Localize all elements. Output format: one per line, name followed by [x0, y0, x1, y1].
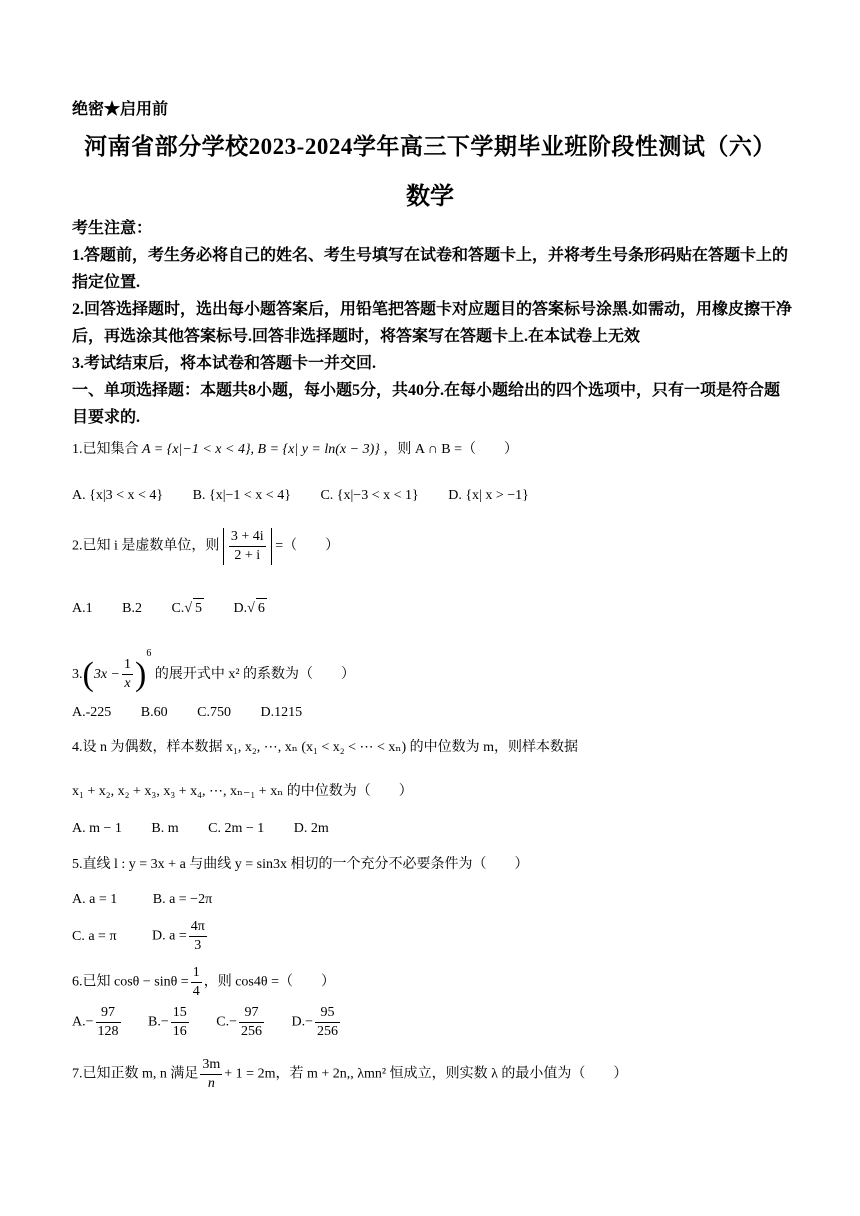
q5-option-d-label: D. a = [152, 928, 187, 944]
q5-option-d-denominator: 3 [194, 938, 202, 953]
q2-stem-suffix: =（ ） [275, 538, 340, 554]
q5-option-c: C. a = π [72, 928, 117, 944]
q6-option-a-label: A.− [72, 1014, 94, 1030]
q1-sets: A = {x|−1 < x < 4}, B = {x| y = ln(x − 3)} [142, 442, 380, 457]
q3-left-paren: ( [82, 655, 94, 693]
q6-option-b-fraction [171, 1004, 189, 1041]
q6-stem-prefix: 6.已知 cosθ − sinθ = [72, 974, 189, 990]
question-6 [72, 964, 802, 1001]
q6-option-c [216, 1004, 266, 1041]
q6-option-a-fraction [96, 1004, 121, 1041]
q6-option-a-numerator: 97 [96, 1004, 121, 1023]
q6-denominator: 4 [192, 984, 200, 999]
notice-item-3: 3.考试结束后，将本试卷和答题卡一并交回. [72, 355, 377, 372]
q3-option-a: A.-225 [72, 705, 112, 720]
notice-item-1: 1.答题前，考生务必将自己的姓名、考生号填写在试卷和答题卡上，并将考生号条形码贴在答题卡上的指定位置. [72, 247, 789, 291]
q6-option-c-numerator: 97 [239, 1004, 264, 1023]
q6-option-a [72, 1004, 123, 1041]
q6-option-d-fraction [315, 1004, 340, 1041]
q3-numerator: 1 [122, 656, 133, 675]
q6-option-b-denominator: 16 [172, 1024, 187, 1039]
secret-label: 绝密★启用前 [72, 101, 169, 118]
q3-denominator: x [124, 676, 131, 692]
q6-option-b-numerator: 15 [171, 1004, 189, 1023]
notice-item-2: 2.回答选择题时，选出每小题答案后，用铅笔把答题卡对应题目的答案标号涂黑.如需动，用橡皮擦干净后，再选涂其他答案标号.回答非选择题时，将答案写在答题卡上.在本试卷上无效 [72, 301, 793, 345]
q6-option-d [291, 1004, 342, 1041]
q7-fraction [200, 1056, 222, 1093]
notice-heading: 考生注意： [72, 220, 153, 237]
q2-options [72, 598, 802, 619]
q5-options-row-2 [72, 918, 802, 955]
q2-option-d: D.√ 6 [234, 598, 267, 619]
exam-title: 河南省部分学校2023-2024学年高三下学期毕业班阶段性测试（六） [84, 134, 776, 159]
q5-option-d [152, 918, 209, 955]
q2-abs [223, 528, 272, 565]
q6-option-c-denominator: 256 [240, 1024, 262, 1039]
q6-option-c-label: C.− [216, 1014, 237, 1030]
q2-option-c-label: C. [171, 601, 185, 616]
q3-option-c: C.750 [197, 705, 231, 720]
q2-option-d-radicand: 6 [256, 598, 267, 619]
q5-option-a: A. a = 1 [72, 892, 118, 907]
question-1 [72, 440, 802, 460]
q6-option-a-denominator: 128 [97, 1024, 119, 1039]
q6-option-c-fraction [239, 1004, 264, 1041]
question-5: 5.直线 l : y = 3x + a 与曲线 y = sin3x 相切的一个充分不必要条件为（ ） [72, 857, 529, 872]
q7-numerator: 3m [200, 1056, 222, 1075]
q6-fraction [191, 964, 202, 1001]
q3-option-d: D.1215 [260, 705, 303, 720]
q1-option-b: B. {x|−1 < x < 4} [192, 488, 291, 503]
q5-options-row-1 [72, 890, 802, 910]
q2-option-b: B.2 [122, 601, 142, 616]
q3-power: 6 [146, 648, 152, 659]
q1-options [72, 486, 802, 506]
q4-option-d: D. 2m [293, 821, 329, 836]
q1-option-a: A. {x|3 < x < 4} [72, 488, 164, 503]
q6-numerator: 1 [191, 964, 202, 983]
q5-option-b: B. a = −2π [152, 892, 213, 907]
q4-option-a: A. m − 1 [72, 821, 122, 836]
subject-title: 数学 [406, 184, 454, 210]
q6-stem-suffix: ，则 cos4θ =（ ） [203, 974, 335, 990]
notice-block [72, 215, 792, 377]
q6-option-b-label: B.− [148, 1014, 169, 1030]
q5-option-d-fraction [189, 918, 207, 955]
q2-denominator: 2 + i [234, 548, 261, 563]
question-4-line-1: 4.设 n 为偶数，样本数据 x₁, x₂, ⋯, xₙ (x₁ < x₂ < ⋯ < xₙ) 的中位数为 m，则样本数据 [72, 740, 579, 755]
q6-option-b [148, 1004, 191, 1041]
q2-option-c: C.√ 5 [171, 598, 204, 619]
q4-option-b: B. m [151, 821, 179, 836]
q1-stem-suffix: ，则 A ∩ B =（ ） [383, 442, 519, 457]
q6-option-d-denominator: 256 [317, 1024, 338, 1039]
q3-inner: 3x − [93, 667, 120, 682]
q3-right-paren: ) [135, 655, 147, 693]
q3-prefix: 3. [72, 667, 83, 682]
q2-option-a: A.1 [72, 601, 93, 616]
question-7 [72, 1056, 802, 1093]
q1-stem-prefix: 1.已知集合 [72, 442, 139, 457]
q1-option-c: C. {x|−3 < x < 1} [320, 488, 419, 503]
q6-option-d-numerator: 95 [315, 1004, 340, 1023]
q7-denominator: n [207, 1076, 215, 1091]
q3-stem-suffix: 的展开式中 x² 的系数为（ ） [154, 667, 356, 682]
q1-option-d: D. {x| x > −1} [448, 488, 529, 503]
question-3 [72, 644, 802, 693]
q2-stem-prefix: 2.已知 i 是虚数单位，则 [72, 538, 220, 554]
q7-stem-mid: + 1 = 2m，若 m + 2n,, λmn² 恒成立，则实数 λ 的最小值为（ ） [224, 1066, 628, 1082]
q6-options [72, 1004, 802, 1041]
q3-fraction [122, 656, 133, 693]
q7-stem-prefix: 7.已知正数 m, n 满足 [72, 1066, 199, 1082]
q3-options [72, 703, 802, 723]
q4-options [72, 819, 802, 839]
question-4-line-2: x₁ + x₂, x₂ + x₃, x₃ + x₄, ⋯, xₙ₋₁ + xₙ 的中位数为（ ） [72, 784, 413, 799]
q2-option-c-radicand: 5 [193, 598, 204, 619]
q5-option-d-numerator: 4π [189, 918, 207, 937]
q4-option-c: C. 2m − 1 [208, 821, 265, 836]
q3-option-b: B.60 [140, 705, 168, 720]
q6-option-d-label: D.− [291, 1014, 313, 1030]
section-heading: 一、单项选择题：本题共8小题，每小题5分，共40分.在每小题给出的四个选项中，只有一项是符合题目要求的. [72, 382, 781, 426]
question-2 [72, 528, 802, 565]
q2-option-d-label: D. [233, 601, 248, 616]
q2-fraction [229, 528, 266, 565]
q2-numerator: 3 + 4i [229, 528, 266, 547]
